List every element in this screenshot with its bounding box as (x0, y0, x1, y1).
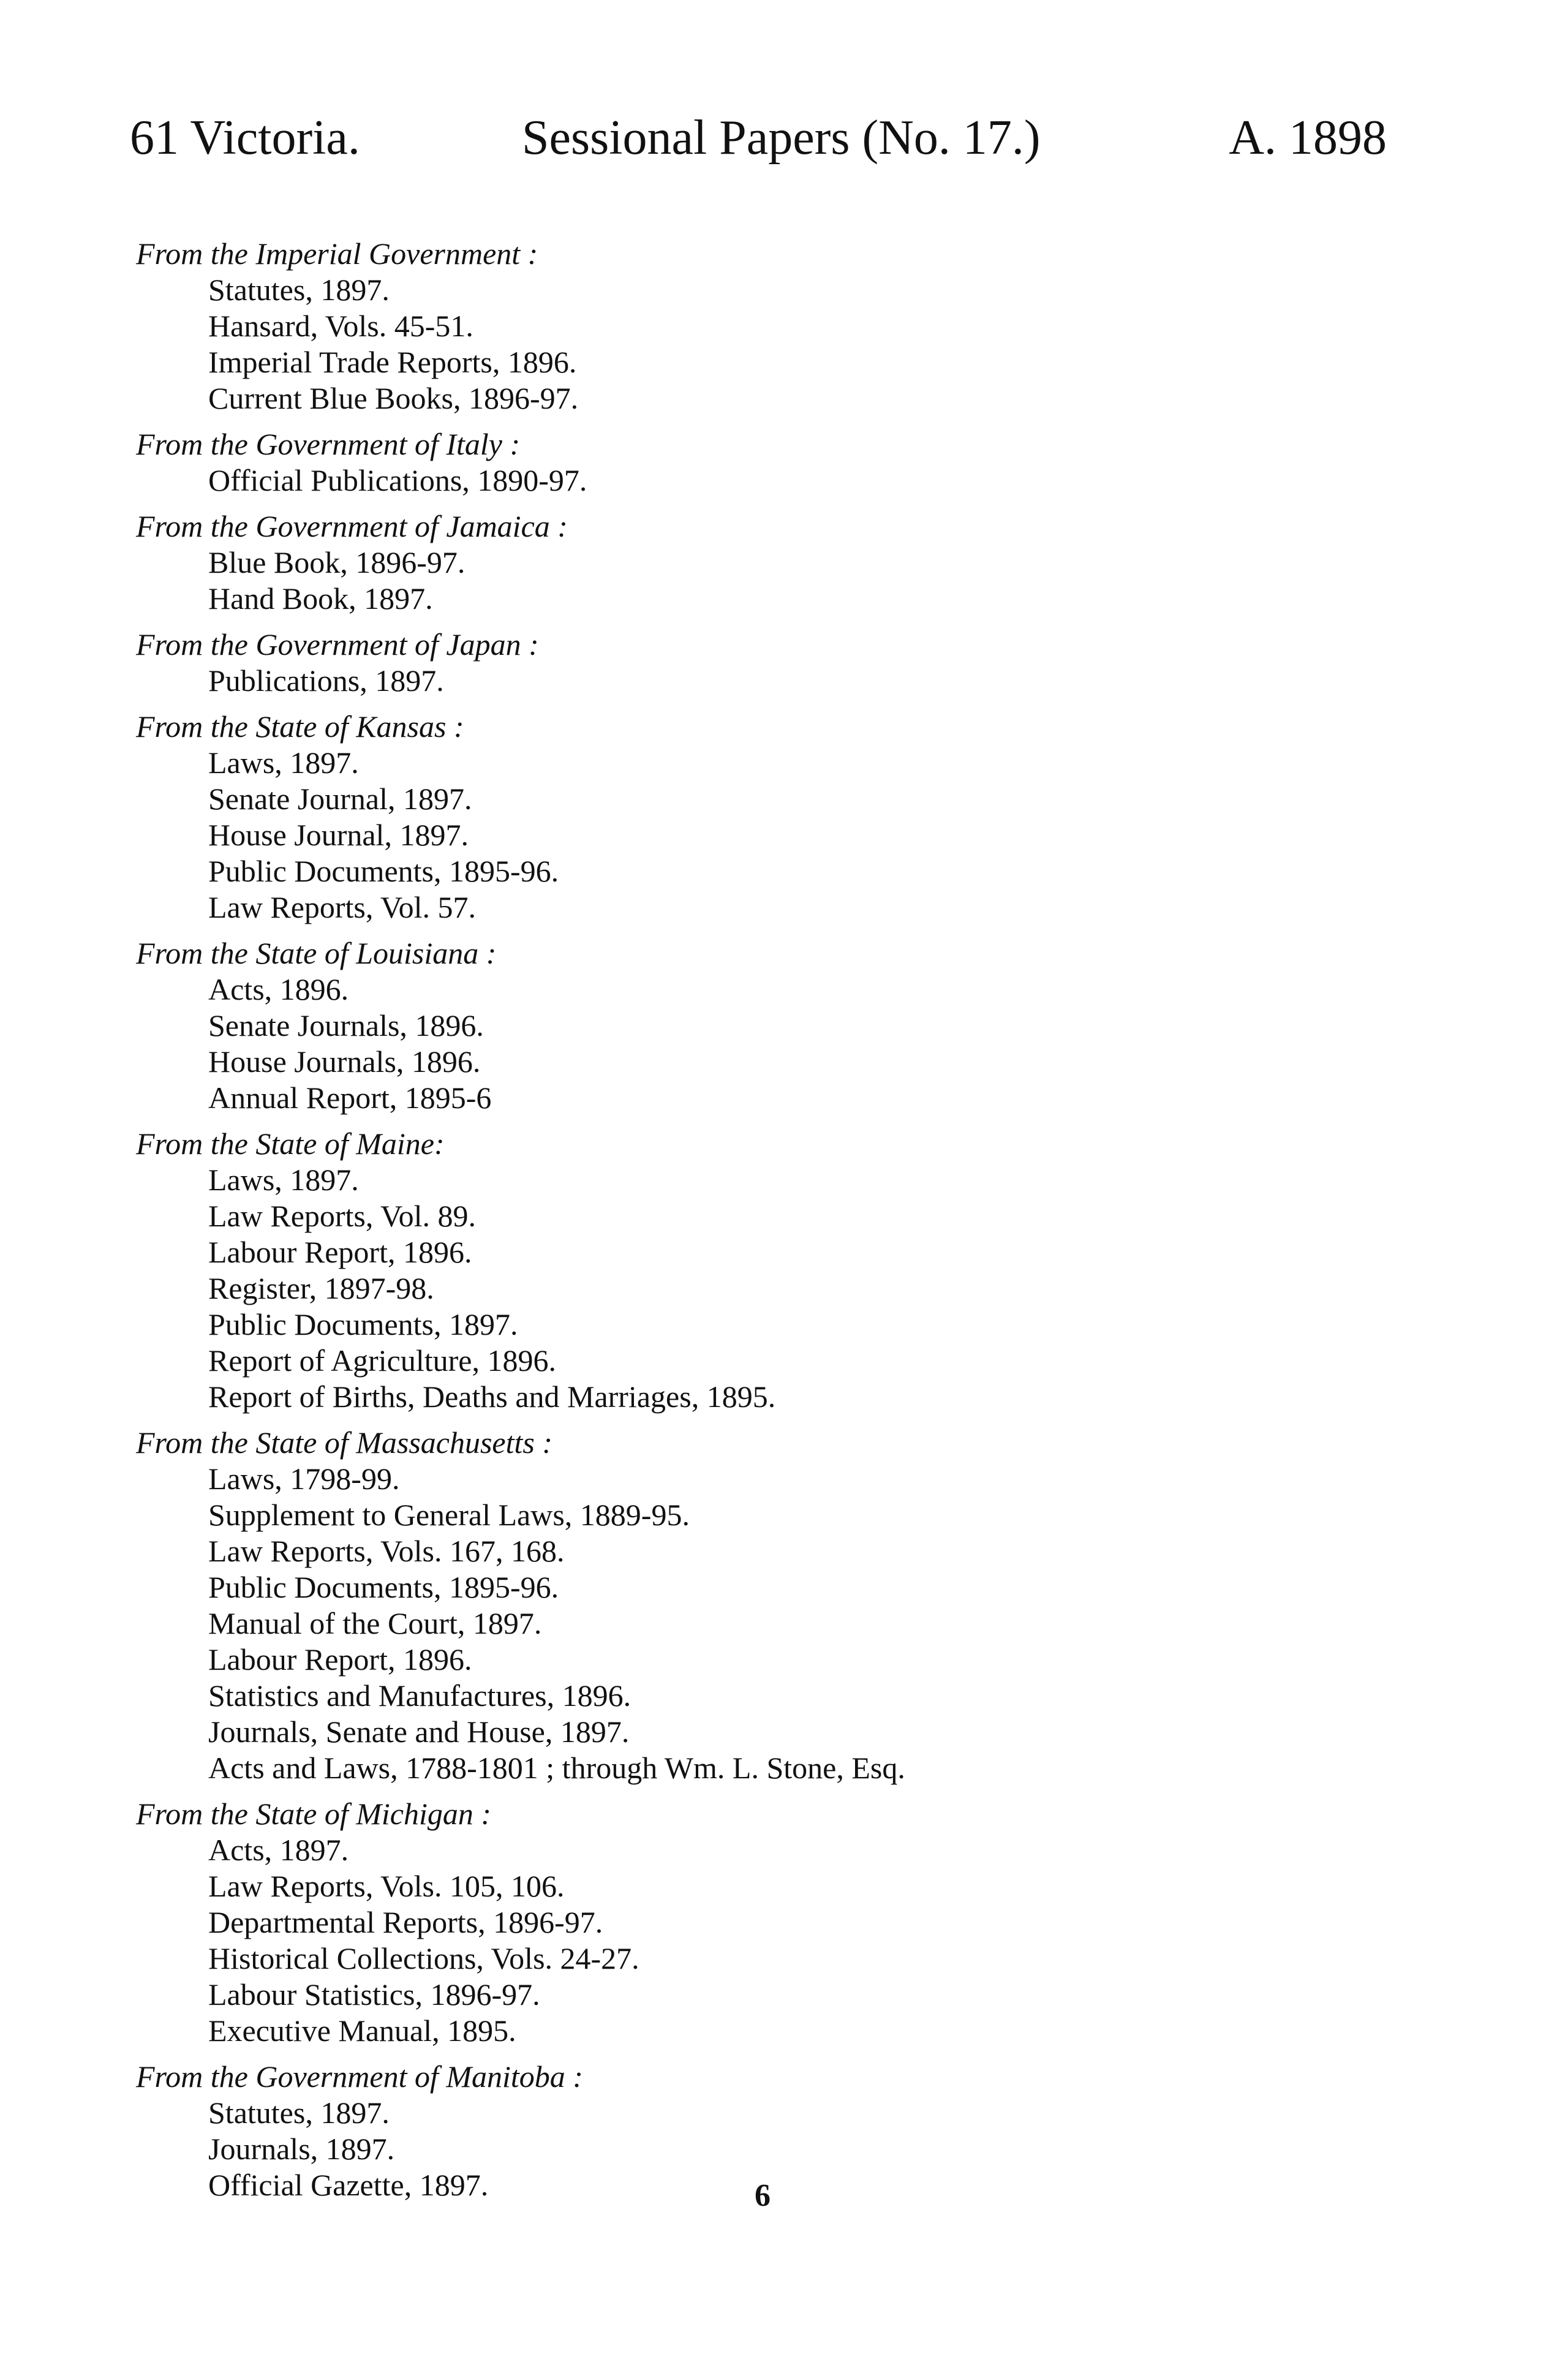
section-heading: From the Government of Manitoba : (136, 2059, 583, 2094)
list-item: Register, 1897-98. (208, 1271, 434, 1305)
section-heading: From the Government of Japan : (136, 627, 539, 662)
list-item: Public Documents, 1897. (208, 1307, 518, 1341)
list-item: Labour Report, 1896. (208, 1642, 472, 1677)
list-item: Journals, 1897. (208, 2132, 395, 2166)
list-item: Blue Book, 1896-97. (208, 545, 466, 579)
list-item: Laws, 1798-99. (208, 1462, 400, 1496)
section (136, 1796, 1385, 2049)
list-item: Statutes, 1897. (208, 2096, 390, 2130)
list-item: Journals, Senate and House, 1897. (208, 1715, 630, 1749)
list-item: Annual Report, 1895-6 (208, 1081, 492, 1115)
section (136, 1126, 1385, 1415)
section-heading: From the Imperial Government : (136, 236, 538, 271)
list-item: Law Reports, Vols. 167, 168. (208, 1534, 565, 1568)
section-heading: From the State of Massachusetts : (136, 1425, 553, 1460)
header-year: A. 1898 (1229, 111, 1387, 165)
list-item: Law Reports, Vol. 57. (208, 890, 477, 924)
list-item: Public Documents, 1895-96. (208, 854, 559, 888)
section-heading: From the Government of Italy : (136, 427, 521, 461)
list-item: Publications, 1897. (208, 663, 444, 698)
document-body (136, 236, 1385, 2203)
section-heading: From the State of Kansas : (136, 709, 464, 744)
list-item: Supplement to General Laws, 1889-95. (208, 1498, 690, 1532)
list-item: Senate Journals, 1896. (208, 1008, 484, 1043)
list-item: Report of Births, Deaths and Marriages, 1895. (208, 1379, 776, 1414)
list-item: Acts, 1896. (208, 972, 349, 1006)
section (136, 627, 1385, 699)
list-item: Law Reports, Vols. 105, 106. (208, 1869, 565, 1903)
list-item: House Journal, 1897. (208, 818, 469, 852)
header-title: Sessional Papers (No. 17.) (522, 111, 1041, 165)
section (136, 426, 1385, 499)
section (136, 1425, 1385, 1786)
list-item: Report of Agriculture, 1896. (208, 1343, 556, 1378)
section-heading: From the State of Louisiana : (136, 936, 497, 970)
list-item: Historical Collections, Vols. 24-27. (208, 1941, 639, 1975)
list-item: Current Blue Books, 1896-97. (208, 381, 579, 415)
list-item: Statistics and Manufactures, 1896. (208, 1678, 631, 1713)
list-item: Laws, 1897. (208, 745, 359, 780)
section-heading: From the Government of Jamaica : (136, 509, 568, 543)
list-item: Manual of the Court, 1897. (208, 1606, 542, 1640)
list-item: Official Gazette, 1897. (208, 2168, 489, 2202)
list-item: Labour Statistics, 1896-97. (208, 1977, 540, 2012)
list-item: Labour Report, 1896. (208, 1235, 472, 1269)
list-item: Departmental Reports, 1896-97. (208, 1905, 603, 1939)
list-item: Laws, 1897. (208, 1163, 359, 1197)
list-item: Hand Book, 1897. (208, 581, 433, 616)
section (136, 709, 1385, 926)
section (136, 236, 1385, 417)
list-item: Statutes, 1897. (208, 273, 390, 307)
list-item: Imperial Trade Reports, 1896. (208, 345, 577, 379)
list-item: Official Publications, 1890-97. (208, 463, 587, 497)
list-item: Acts, 1897. (208, 1833, 349, 1867)
header-volume: 61 Victoria. (130, 111, 360, 165)
running-header (130, 110, 1387, 184)
list-item: Executive Manual, 1895. (208, 2013, 516, 2048)
section-heading: From the State of Maine: (136, 1126, 445, 1161)
section-heading: From the State of Michigan : (136, 1797, 491, 1831)
section (136, 935, 1385, 1116)
list-item: Senate Journal, 1897. (208, 782, 472, 816)
page-number: 6 (755, 2178, 771, 2213)
list-item: Law Reports, Vol. 89. (208, 1199, 477, 1233)
list-item: Public Documents, 1895-96. (208, 1570, 559, 1604)
list-item: House Journals, 1896. (208, 1044, 481, 1079)
section (136, 508, 1385, 617)
list-item: Hansard, Vols. 45-51. (208, 309, 473, 343)
list-item: Acts and Laws, 1788-1801 ; through Wm. L. Stone, Esq. (208, 1751, 905, 1785)
